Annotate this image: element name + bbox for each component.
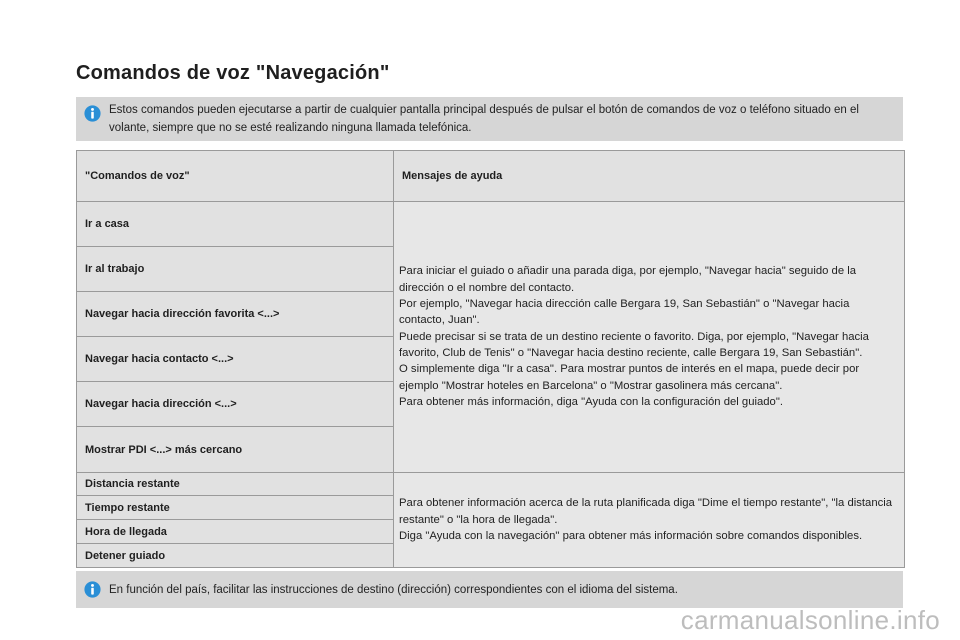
page-title: Comandos de voz "Navegación" — [76, 62, 390, 84]
command-cell: Navegar hacia dirección favorita <...> — [77, 292, 394, 337]
info-icon — [84, 105, 101, 128]
voice-commands-table — [76, 150, 905, 568]
command-cell: Mostrar PDI <...> más cercano — [77, 427, 394, 472]
help-text: Para iniciar el guiado o añadir una parada diga, por ejemplo, "Navegar hacia" seguido de la dirección o el nombre del contacto. — [399, 265, 857, 294]
header-help: Mensajes de ayuda — [394, 151, 905, 202]
info-box-top — [76, 97, 903, 141]
command-cell: Ir al trabajo — [77, 247, 394, 292]
help-text: O simplemente diga "Ir a casa". Para mostrar puntos de interés en el mapa, puede decir por ejemplo "Mostrar hoteles en Barcelona" o "Mostrar gasolinera más cercana". — [399, 363, 860, 392]
command-cell: Detener guiado — [77, 544, 394, 568]
command-cell: Ir a casa — [77, 202, 394, 247]
info-box-bottom — [76, 571, 903, 608]
command-cell: Tiempo restante — [77, 496, 394, 520]
help-cell — [394, 202, 905, 473]
table-row — [77, 472, 905, 496]
help-text: Diga "Ayuda con la navegación" para obtener más información sobre comandos disponibles. — [399, 529, 863, 542]
command-cell: Hora de llegada — [77, 520, 394, 544]
help-text: Para obtener más información, diga "Ayuda con la configuración del guiado". — [399, 395, 783, 408]
info-text-bottom: En función del país, facilitar las instrucciones de destino (dirección) correspondientes con el idioma del sistema. — [109, 584, 678, 596]
info-text-top: Estos comandos pueden ejecutarse a partir de cualquier pantalla principal después de pulsar el botón de comandos de voz o teléfono situado en el volante, siempre que no se esté realizando ninguna llamada telefónica. — [109, 104, 859, 134]
header-commands: "Comandos de voz" — [77, 151, 394, 202]
help-text: Por ejemplo, "Navegar hacia dirección calle Bergara 19, San Sebastián" o "Navegar hacia contacto, Juan". — [399, 298, 850, 327]
table-header-row — [77, 151, 905, 202]
help-cell — [394, 472, 905, 567]
help-text: Para obtener información acerca de la ruta planificada diga "Dime el tiempo restante", "la distancia restante" o "la hora de llegada". — [399, 497, 893, 526]
watermark: carmanualsonline.info — [680, 605, 940, 635]
help-text: Puede precisar si se trata de un destino reciente o favorito. Diga, por ejemplo, "Navegar hacia favorito, Club de Tenis" o "Navegar hacia destino reciente, calle Bergara 19, San Sebastián". — [399, 330, 869, 359]
table-row — [77, 202, 905, 247]
command-cell: Navegar hacia contacto <...> — [77, 337, 394, 382]
command-cell: Distancia restante — [77, 472, 394, 496]
info-icon — [84, 581, 101, 604]
command-cell: Navegar hacia dirección <...> — [77, 382, 394, 427]
